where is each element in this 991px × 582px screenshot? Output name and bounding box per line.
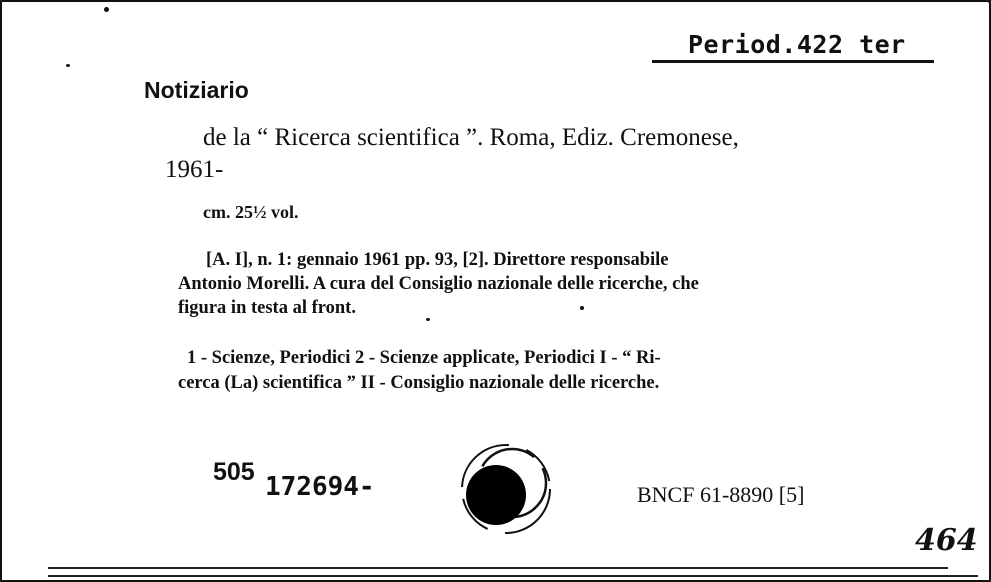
inventory-number: 172694- xyxy=(265,472,375,502)
bottom-rule-1 xyxy=(48,567,948,569)
imprint-line-1: de la “ Ricerca scientifica ”. Roma, Ediz. Cremonese, xyxy=(203,124,739,151)
punch-hole-icon xyxy=(448,441,558,541)
bncf-number: BNCF 61-8890 [5] xyxy=(637,482,805,507)
classification-number: 505 xyxy=(213,458,255,486)
ink-speck xyxy=(580,306,584,310)
collation: cm. 25½ vol. xyxy=(203,202,299,222)
note-line-1: [A. I], n. 1: gennaio 1961 pp. 93, [2]. Direttore responsabile xyxy=(206,250,669,270)
imprint-line-2: 1961- xyxy=(165,156,224,183)
card-title: Notiziario xyxy=(144,77,249,103)
handwritten-number: 464 xyxy=(915,523,978,558)
ink-speck xyxy=(426,318,430,321)
shelfmark: Period.422 ter xyxy=(688,30,906,59)
ink-speck xyxy=(104,7,109,12)
note-line-3: figura in testa al front. xyxy=(178,298,356,318)
bottom-rule-2 xyxy=(48,575,978,577)
ink-speck xyxy=(66,64,70,67)
shelfmark-underline xyxy=(652,60,934,63)
subjects-line-1: 1 - Scienze, Periodici 2 - Scienze applicate, Periodici I - “ Ri- xyxy=(187,348,661,368)
note-line-2: Antonio Morelli. A cura del Consiglio nazionale delle ricerche, che xyxy=(178,274,699,294)
subjects-line-2: cerca (La) scientifica ” II - Consiglio nazionale delle ricerche. xyxy=(178,373,660,393)
